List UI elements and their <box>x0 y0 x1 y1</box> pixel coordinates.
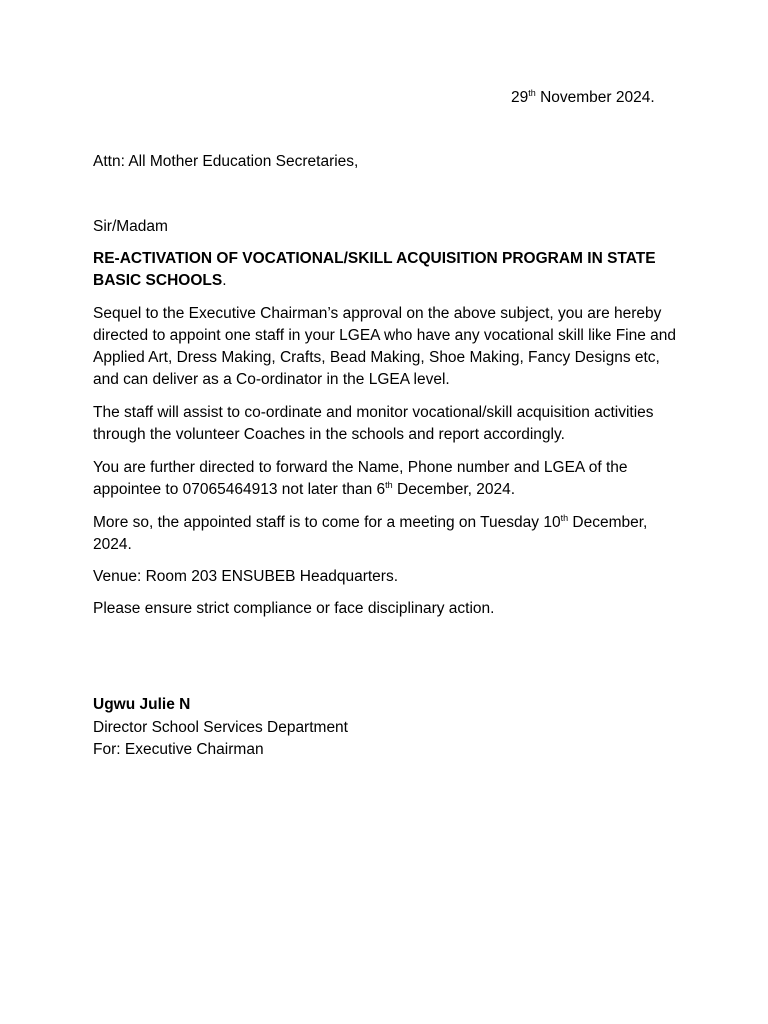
salutation: Sir/Madam <box>93 218 168 235</box>
paragraph-4-suffix: th <box>560 512 569 523</box>
paragraph-2: The staff will assist to co-ordinate and monitor vocational/skill acquisition activities through the volunteer Coaches in the schools and report accordingly. <box>93 404 654 443</box>
date-day: 29 <box>511 89 529 106</box>
paragraph-3-suffix: th <box>385 479 393 490</box>
signatory-name: Ugwu Julie N <box>93 696 191 713</box>
signatory-title: Director School Services Department <box>93 719 348 736</box>
paragraph-3 <box>93 457 683 501</box>
subject-text: RE-ACTIVATION OF VOCATIONAL/SKILL ACQUISITION PROGRAM IN STATE BASIC SCHOOLS <box>93 250 656 289</box>
paragraph-4-end: December, 2024. <box>93 514 648 553</box>
date-rest: November 2024. <box>535 89 655 106</box>
paragraph-3-end: December, 2024. <box>392 481 516 498</box>
paragraph-1: Sequel to the Executive Chairman’s approval on the above subject, you are hereby directed to appoint one staff in your LGEA who have any vocational skill like Fine and Applied Art, Dress Making, Crafts, Bead Making, Shoe Making, Fancy Designs etc, and can deliver as a Co-ordinator in the LGEA level. <box>93 305 677 388</box>
signatory-for: For: Executive Chairman <box>93 741 264 758</box>
paragraph-4-text: More so, the appointed staff is to come for a meeting on Tuesday 10 <box>93 514 561 531</box>
subject-line <box>93 248 673 292</box>
subject-period: . <box>222 272 227 289</box>
closing-line: Please ensure strict compliance or face disciplinary action. <box>93 600 495 617</box>
venue-line: Venue: Room 203 ENSUBEB Headquarters. <box>93 568 399 585</box>
paragraph-3-text: You are further directed to forward the Name, Phone number and LGEA of the appointee to 07065464913 not later than 6 <box>93 459 628 498</box>
date-day-suffix: th <box>528 87 536 98</box>
attention-line: Attn: All Mother Education Secretaries, <box>93 153 359 170</box>
paragraph-4 <box>93 512 683 556</box>
letter-date <box>511 87 655 109</box>
